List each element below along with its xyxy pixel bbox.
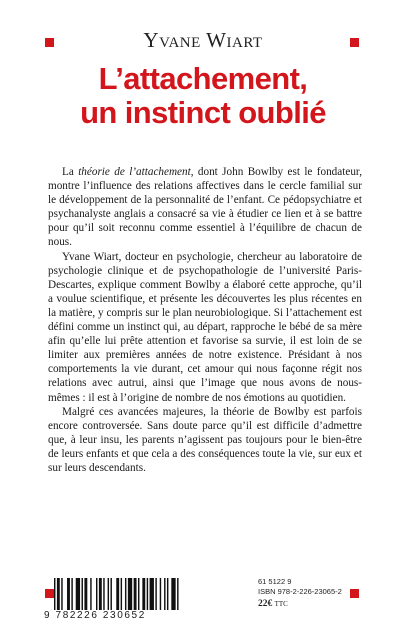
author-name: Yvane Wiart — [143, 28, 263, 52]
reference-number: 61 5122 9 — [258, 577, 292, 586]
paragraph-1-rest: , dont John Bowlby est le fondateur, montre l’influence des relations affectives dans le cercle familial sur le développement de la personnalité de l’enfant. Ce pédopsychiatre et psychanalyste anglais a consacré sa vie à étudier ce lien et à se battre pour qu’il soit reconnu comme essentiel à l’équilibre de chacun de nous. — [48, 166, 362, 249]
barcode-bars — [54, 578, 180, 610]
paragraph-1-italic: théorie de l’attachement — [78, 166, 191, 178]
paragraph-1-start: La — [62, 166, 79, 178]
price — [258, 599, 342, 609]
barcode — [44, 578, 184, 622]
paragraph-3: Malgré ces avancées majeures, la théorie de Bowlby est parfois encore controversée. Sans doute parce qu’il est difficile d’admettre que, à leur insu, les parents n’agissent pas toujours pour le bien-être de leurs enfants et que cela a des conséquences toute la vie, sur eux et sur leurs descendants. — [48, 405, 362, 474]
book-title — [0, 62, 406, 130]
isbn-block — [258, 577, 342, 609]
isbn-number: ISBN 978-2-226-23065-2 — [258, 587, 342, 596]
price-suffix: TTC — [274, 600, 288, 608]
title-line-1: L’attachement, — [98, 61, 308, 96]
paragraph-1 — [48, 165, 362, 250]
title-line-2: un instinct oublié — [80, 95, 326, 130]
price-value: 22€ — [258, 599, 273, 609]
barcode-digits: 9 782226 230652 — [44, 610, 146, 621]
back-cover-blurb — [48, 165, 362, 475]
paragraph-2: Yvane Wiart, docteur en psychologie, chercheur au laboratoire de psychologie clinique et de psychopathologie de l’université Paris-Descartes, explique comment Bowlby a élaboré cette approche, qu’il a voulue scientifique, et présente les découvertes les plus récentes en la matière, y compris sur le plan neurobiologique. Si l’attachement est défini comme un instinct qui, au départ, rapproche le bébé de sa mère afin qu’elle lui prête attention et favorise sa survie, il est loin de se limiter aux premières années de notre existence. Présidant à nos comportements la vie durant, cet amour qui nous façonne régit nos relations avec autrui, ainsi que l’image que nous avons de nous-mêmes : il est à l’origine de nombre de nos émotions au quotidien. — [48, 250, 362, 404]
red-square-bottom-right — [350, 589, 359, 598]
